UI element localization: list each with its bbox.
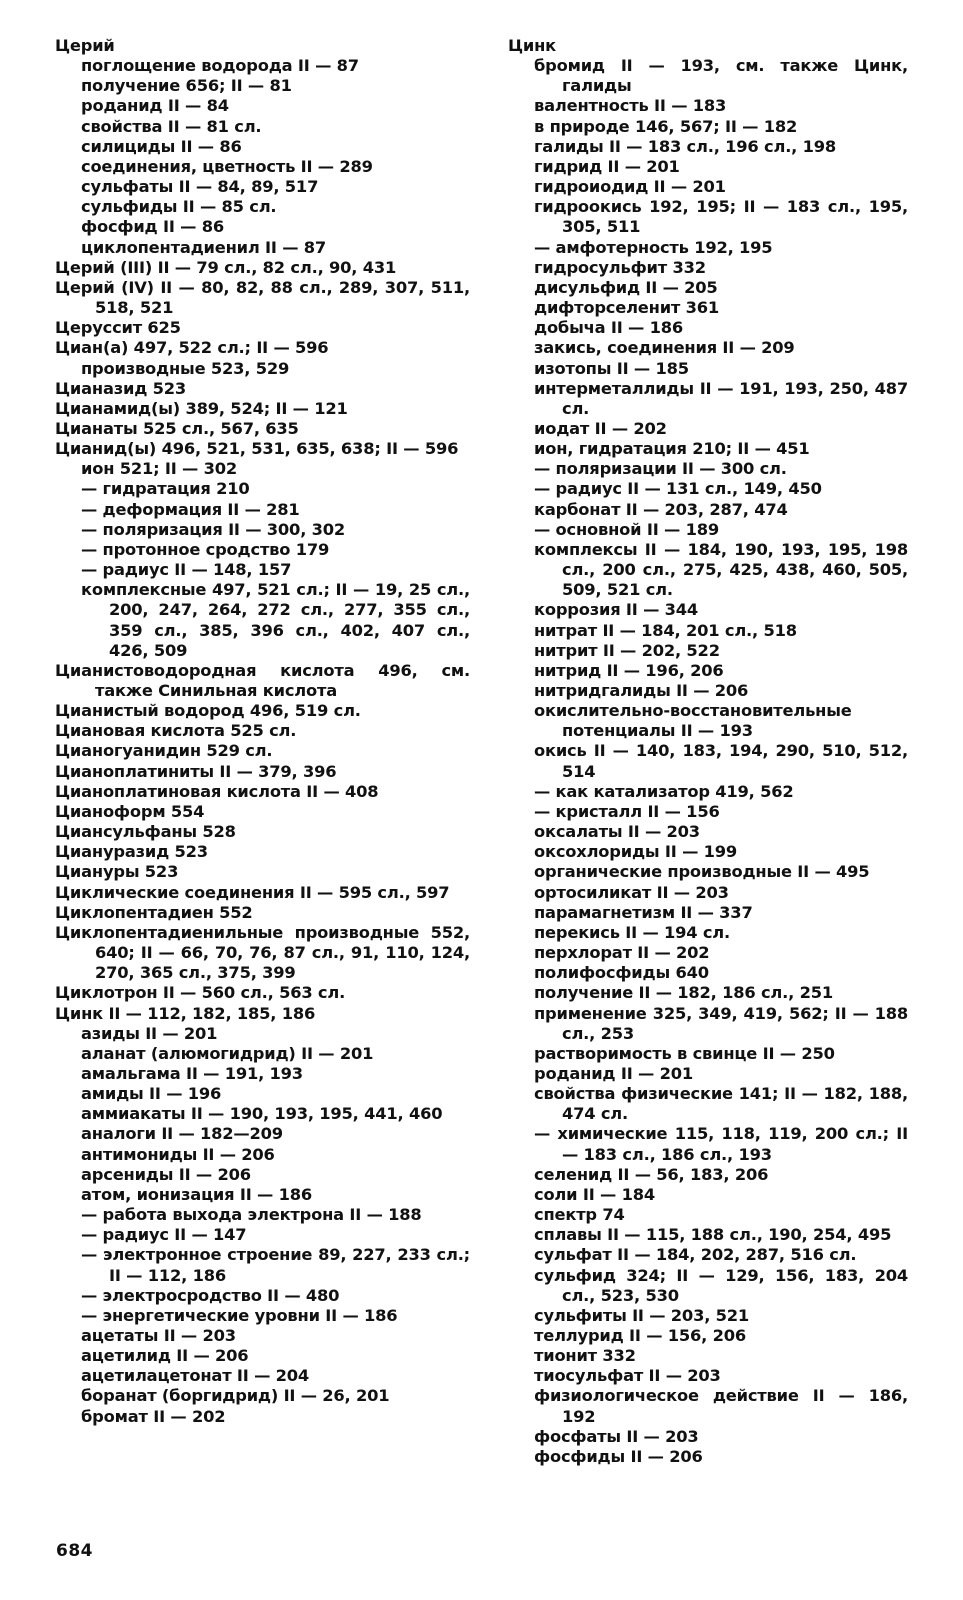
index-heading-entry: Цианистоводородная кислота 496, см. также Синильная кислота [55, 660, 470, 700]
index-subentry: аналоги II — 182—209 [81, 1124, 283, 1144]
index-heading-entry: Цианоплатиновая кислота II — 408 [55, 781, 379, 801]
index-subsubentry: — химические 115, 118, 119, 200 сл.; II — 183 сл., 186 сл., 193 [534, 1124, 908, 1164]
index-subsubentry: — работа выхода электрона II — 188 [81, 1205, 422, 1225]
index-subentry: аммиакаты II — 190, 193, 195, 441, 460 [81, 1104, 443, 1124]
index-subentry: иодат II — 202 [534, 418, 667, 438]
index-subentry: нитридгалиды II — 206 [534, 681, 749, 700]
index-subentry: получение II — 182, 186 сл., 251 [534, 983, 833, 1003]
index-column-left [55, 36, 470, 1427]
index-subentry: оксохлориды II — 199 [534, 842, 738, 862]
index-subentry: ацетилид II — 206 [81, 1346, 249, 1366]
index-subentry: бромид II — 193, см. также Цинк, галиды [534, 56, 908, 96]
index-subentry: гидросульфит 332 [534, 257, 706, 277]
index-subentry: сульфаты II — 84, 89, 517 [81, 177, 319, 197]
index-subentry: окись II — 140, 183, 194, 290, 510, 512, 514 [534, 741, 908, 781]
index-subentry: полифосфиды 640 [534, 963, 709, 983]
index-subentry: валентность II — 183 [534, 96, 727, 116]
index-heading-entry: Циклические соединения II — 595 сл., 597 [55, 882, 450, 902]
index-subentry: фосфиды II — 206 [534, 1446, 703, 1466]
index-subsubentry: — кристалл II — 156 [534, 801, 720, 821]
index-subentry: физиологическое действие II — 186, 192 [534, 1386, 908, 1426]
index-subentry: ион, гидратация 210; II — 451 [534, 439, 810, 459]
index-subentry: гидроиодид II — 201 [534, 177, 726, 197]
index-subentry: свойства физические 141; II — 182, 188, 474 сл. [534, 1084, 908, 1124]
index-subentry: селенид II — 56, 183, 206 [534, 1164, 769, 1184]
index-heading-entry: Церий (IV) II — 80, 82, 88 сл., 289, 307, 511, 518, 521 [55, 277, 470, 318]
index-subentry: циклопентадиенил II — 87 [81, 237, 327, 257]
index-subentry: нитрат II — 184, 201 сл., 518 [534, 620, 797, 640]
index-subsubentry: — как катализатор 419, 562 [534, 781, 794, 801]
index-subsubentry: — электронное строение 89, 227, 233 сл.; II — 112, 186 [81, 1245, 470, 1285]
page-number: 684 [56, 1541, 93, 1561]
index-heading-entry: Циан(а) 497, 522 сл.; II — 596 [55, 338, 329, 358]
index-subentry: ацетилацетонат II — 204 [81, 1366, 310, 1386]
index-subentry: интерметаллиды II — 191, 193, 250, 487 сл. [534, 378, 908, 418]
index-subentry: применение 325, 349, 419, 562; II — 188 сл., 253 [534, 1003, 908, 1043]
index-heading-entry: Циклотрон II — 560 сл., 563 сл. [55, 983, 346, 1003]
index-subentry: свойства II — 81 сл. [81, 116, 262, 136]
index-subentry: перекись II — 194 сл. [534, 922, 731, 942]
index-subentry: коррозия II — 344 [534, 600, 699, 620]
index-subsubentry: — поляризация II — 300, 302 [81, 519, 346, 539]
index-heading-entry: Цианазид 523 [55, 378, 187, 398]
index-subentry: комплексные 497, 521 сл.; II — 19, 25 сл., 200, 247, 264, 272 сл., 277, 355 сл., 359 сл., 385, 396 сл., 402, 407 сл., 426, 509 [81, 580, 470, 660]
index-subentry: ортосиликат II — 203 [534, 882, 729, 902]
index-subentry: нитрид II — 196, 206 [534, 660, 724, 680]
index-subentry: нитрит II — 202, 522 [534, 640, 720, 660]
index-subentry: соединения, цветность II — 289 [81, 156, 373, 176]
index-subentry: поглощение водорода II — 87 [81, 56, 359, 76]
index-subsubentry: — радиус II — 148, 157 [81, 560, 292, 580]
index-heading-entry: Цианаты 525 сл., 567, 635 [55, 418, 299, 438]
index-subsubentry: — деформация II — 281 [81, 499, 300, 519]
index-subentry: теллурид II — 156, 206 [534, 1326, 746, 1345]
index-subentry: производные 523, 529 [81, 358, 290, 378]
index-heading-entry: Цианогуанидин 529 сл. [55, 741, 273, 761]
index-subentry: гидроокись 192, 195; II — 183 сл., 195, 305, 511 [534, 197, 908, 237]
index-subentry: растворимость в свинце II — 250 [534, 1043, 835, 1063]
index-subentry: в природе 146, 567; II — 182 [534, 116, 798, 136]
index-subentry: ацетаты II — 203 [81, 1326, 236, 1345]
index-subsubentry: — энергетические уровни II — 186 [81, 1305, 398, 1325]
index-subentry: закись, соединения II — 209 [534, 338, 795, 358]
index-heading-entry: Церий [55, 36, 115, 55]
index-subentry: органические производные II — 495 [534, 862, 870, 882]
index-subentry: сульфиты II — 203, 521 [534, 1305, 750, 1325]
index-subentry: аланат (алюмогидрид) II — 201 [81, 1043, 374, 1063]
index-heading-entry: Цинк II — 112, 182, 185, 186 [55, 1003, 316, 1023]
index-subsubentry: — радиус II — 131 сл., 149, 450 [534, 479, 822, 499]
index-heading-entry: Циклопентадиен 552 [55, 902, 253, 922]
index-subsubentry: — основной II — 189 [534, 519, 719, 539]
index-subentry: сплавы II — 115, 188 сл., 190, 254, 495 [534, 1225, 892, 1245]
index-subentry: перхлорат II — 202 [534, 943, 710, 963]
index-subentry: сульфид 324; II — 129, 156, 183, 204 сл., 523, 530 [534, 1265, 908, 1305]
index-heading-entry: Цианистый водород 496, 519 сл. [55, 701, 361, 721]
index-subentry: гидрид II — 201 [534, 156, 680, 176]
index-subentry: изотопы II — 185 [534, 358, 689, 378]
index-subsubentry: — радиус II — 147 [81, 1225, 247, 1245]
index-subentry: тионит 332 [534, 1346, 636, 1366]
index-heading-entry: Циансульфаны 528 [55, 822, 236, 842]
index-subentry: спектр 74 [534, 1205, 625, 1225]
index-heading-entry: Циануразид 523 [55, 842, 208, 862]
index-heading-entry: Цианоформ 554 [55, 801, 205, 821]
index-subentry: силициды II — 86 [81, 136, 242, 156]
index-heading-entry: Церий (III) II — 79 сл., 82 сл., 90, 431 [55, 257, 397, 277]
index-subentry: фосфаты II — 203 [534, 1426, 699, 1446]
index-subsubentry: — протонное сродство 179 [81, 539, 330, 559]
index-subentry: дисульфид II — 205 [534, 277, 718, 297]
index-subentry: атом, ионизация II — 186 [81, 1184, 312, 1204]
index-subentry: получение 656; II — 81 [81, 76, 292, 96]
index-heading-entry: Циклопентадиенильные производные 552, 640; II — 66, 70, 76, 87 сл., 91, 110, 124, 270, 365 сл., 375, 399 [55, 922, 470, 983]
index-heading-entry: Цинк [508, 36, 557, 55]
index-heading-entry: Циануры 523 [55, 862, 179, 882]
index-subentry: роданид II — 201 [534, 1063, 693, 1083]
index-subsubentry: — поляризации II — 300 сл. [534, 459, 787, 479]
index-subentry: фосфид II — 86 [81, 217, 224, 237]
index-subentry: парамагнетизм II — 337 [534, 902, 753, 922]
index-subsubentry: — электросродство II — 480 [81, 1285, 340, 1305]
index-heading-entry: Цианоплатиниты II — 379, 396 [55, 761, 337, 781]
index-subentry: добыча II — 186 [534, 318, 683, 338]
index-subentry: амиды II — 196 [81, 1084, 222, 1104]
index-subentry: сульфиды II — 85 сл. [81, 197, 277, 217]
index-heading-entry: Церуссит 625 [55, 318, 181, 338]
index-subentry: карбонат II — 203, 287, 474 [534, 499, 788, 519]
index-column-right [508, 36, 908, 1467]
index-subentry: амальгама II — 191, 193 [81, 1063, 303, 1083]
index-subentry: антимониды II — 206 [81, 1144, 275, 1164]
index-subentry: окислительно-восстановительные потенциалы II — 193 [534, 701, 852, 741]
index-subsubentry: — гидратация 210 [81, 479, 250, 499]
index-subsubentry: — амфотерность 192, 195 [534, 237, 773, 257]
index-subentry: арсениды II — 206 [81, 1164, 251, 1184]
index-subentry: тиосульфат II — 203 [534, 1366, 721, 1386]
index-subentry: ион 521; II — 302 [81, 459, 237, 479]
index-subentry: дифторселенит 361 [534, 298, 719, 318]
index-subentry: оксалаты II — 203 [534, 822, 700, 842]
index-heading-entry: Циановая кислота 525 сл. [55, 721, 297, 741]
index-heading-entry: Цианамид(ы) 389, 524; II — 121 [55, 398, 348, 418]
index-subentry: соли II — 184 [534, 1184, 655, 1204]
index-subentry: азиды II — 201 [81, 1023, 218, 1043]
index-subentry: роданид II — 84 [81, 96, 229, 116]
index-subentry: боранат (боргидрид) II — 26, 201 [81, 1386, 390, 1406]
index-subentry: комплексы II — 184, 190, 193, 195, 198 сл., 200 сл., 275, 425, 438, 460, 505, 509, 521 сл. [534, 539, 908, 600]
index-subentry: сульфат II — 184, 202, 287, 516 сл. [534, 1245, 857, 1265]
index-subentry: галиды II — 183 сл., 196 сл., 198 [534, 136, 837, 156]
index-heading-entry: Цианид(ы) 496, 521, 531, 635, 638; II — 596 [55, 439, 459, 459]
index-subentry: бромат II — 202 [81, 1406, 226, 1426]
